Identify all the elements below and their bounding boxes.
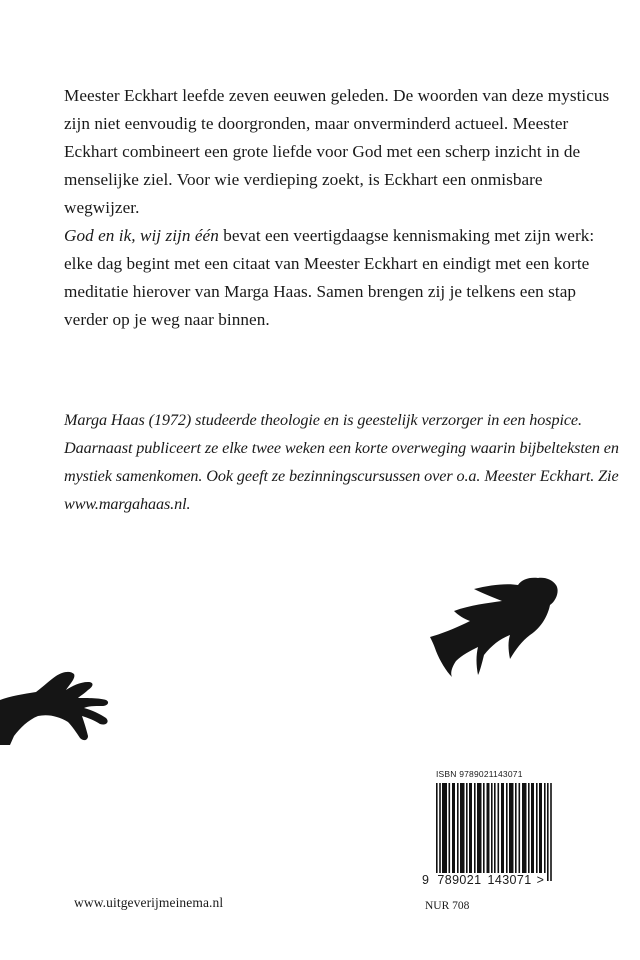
book-title-italic: God en ik, wij zijn één (64, 226, 219, 245)
blurb-paragraph-2 (64, 222, 620, 334)
barcode-digit-prefix: 9 (422, 873, 430, 887)
barcode-digit-group-2: 143071 (487, 873, 532, 887)
isbn-label: ISBN 9789021143071 (436, 769, 523, 779)
publisher-website: www.uitgeverijmeinema.nl (74, 895, 224, 910)
fish-silhouette-icon (430, 575, 570, 685)
barcode-digits (422, 873, 572, 887)
back-cover-blurb (64, 82, 620, 334)
barcode-bars-icon (436, 783, 552, 881)
barcode-quiet-zone-marker: > (536, 873, 545, 887)
blurb-paragraph-1: Meester Eckhart leefde zeven eeuwen geleden. De woorden van deze mysticus zijn niet eenvoudig te doorgronden, maar onverminderd actueel. Meester Eckhart combineert een grote liefde voor God met een scherp inzicht in de menselijke ziel. Voor wie verdieping zoekt, is Eckhart een onmisbare wegwijzer. (64, 86, 610, 217)
barcode-digit-group-1: 789021 (437, 873, 482, 887)
nur-code: NUR 708 (425, 900, 470, 912)
blurb-paragraph-2-text: bevat een veertigdaagse kennismaking met zijn werk: elke dag begint met een citaat van Meester Eckhart en eindigt met een korte meditatie hierover van Marga Haas. Samen brengen zij je telkens een stap verder op je weg naar binnen. (64, 226, 595, 329)
author-bio (64, 406, 634, 518)
hand-silhouette-icon (0, 670, 120, 745)
author-bio-text: Marga Haas (1972) studeerde theologie en is geestelijk verzorger in een hospice. Daarnaast publiceert ze elke twee weken een korte overweging waarin bijbelteksten en mystiek samenkomen. Ook geeft ze bezinningscursussen over o.a. Meester Eckhart. Zie www.margahaas.nl. (64, 411, 619, 513)
isbn-barcode (420, 765, 570, 893)
